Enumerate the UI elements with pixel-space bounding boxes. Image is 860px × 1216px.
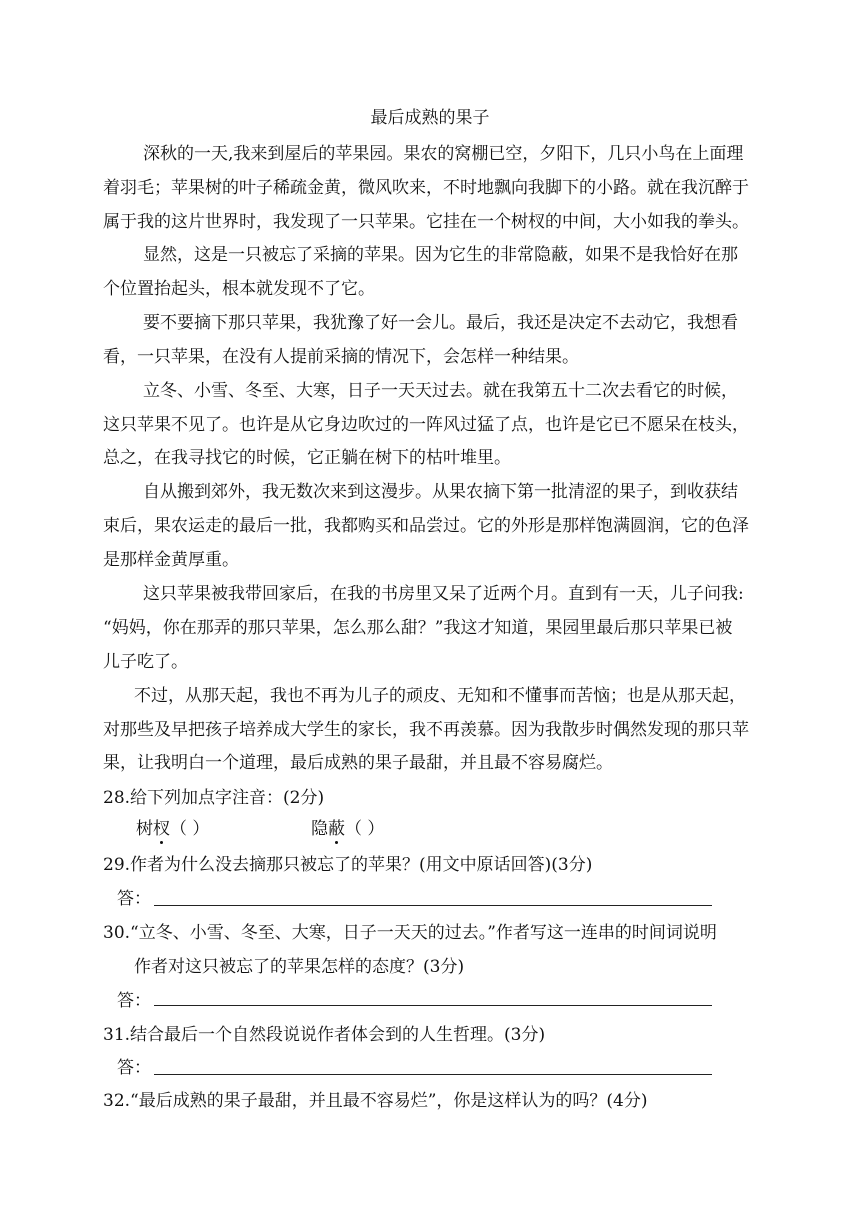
q31-answer-line[interactable] [154, 1074, 712, 1075]
q30-answer-label: 答： [117, 991, 151, 1011]
passage-line: 这只苹果不见了。也许是从它身边吹过的一阵风过猛了点，也许是它已不愿呆在枝头， [103, 415, 749, 435]
passage-line: 显然，这是一只被忘了采摘的苹果。因为它生的非常隐蔽，如果不是我恰好在那 [143, 245, 738, 265]
q31-answer-label: 答： [117, 1058, 151, 1078]
q30-answer-line[interactable] [154, 1005, 712, 1006]
passage-line: 总之，在我寻找它的时候，它正躺在树下的枯叶堆里。 [103, 448, 511, 468]
q28-item-1-blank[interactable]: （ ） [170, 819, 210, 839]
passage-line: 不过，从那天起，我也不再为儿子的顽皮、无知和不懂事而苦恼；也是从那天起， [134, 686, 746, 706]
q28-item-1-prefix: 树 [136, 819, 153, 839]
passage-line: 属于我的这片世界时，我发现了一只苹果。它挂在一个树杈的中间，大小如我的拳头。 [103, 212, 749, 232]
q28-item-2-blank[interactable]: （ ） [345, 819, 385, 839]
q28-item-2-dotted-char: 蔽 [328, 819, 345, 839]
passage-line: 个位置抬起头，根本就发现不了它。 [103, 279, 375, 299]
passage-line: 着羽毛；苹果树的叶子稀疏金黄，微风吹来，不时地飘向我脚下的小路。就在我沉醉于 [103, 178, 749, 198]
passage-line: 要不要摘下那只苹果，我犹豫了好一会儿。最后，我还是决定不去动它，我想看 [143, 313, 738, 333]
question-29: 29.作者为什么没去摘那只被忘了的苹果？(用文中原话回答)(3分) [103, 855, 593, 875]
passage-line: 儿子吃了。 [103, 652, 188, 672]
q28-item-2-prefix: 隐 [311, 819, 328, 839]
passage-line: 束后，果农运走的最后一批，我都购买和品尝过。它的外形是那样饱满圆润，它的色泽 [103, 516, 749, 536]
q29-answer-label: 答： [117, 889, 151, 909]
q28-item-2 [311, 818, 384, 840]
passage-line: 立冬、小雪、冬至、大寒，日子一天天过去。就在我第五十二次去看它的时候， [143, 381, 738, 401]
passage-line: 看，一只苹果，在没有人提前采摘的情况下，会怎样一种结果。 [103, 347, 579, 367]
q28-item-1 [136, 818, 209, 840]
passage-line: 对那些及早把孩子培养成大学生的家长，我不再羡慕。因为我散步时偶然发现的那只苹 [103, 720, 749, 740]
question-30-line-2: 作者对这只被忘了的苹果怎样的态度？(3分) [134, 957, 465, 977]
q28-item-1-dotted-char: 杈 [153, 819, 170, 839]
passage-line: “妈妈，你在那弄的那只苹果，怎么那么甜？”我这才知道，果园里最后那只苹果已被 [103, 618, 733, 638]
question-30-line-1: 30.“立冬、小雪、冬至、大寒，日子一天天的过去。”作者写这一连串的时间词说明 [103, 923, 717, 943]
passage-line: 果，让我明白一个道理，最后成熟的果子最甜，并且最不容易腐烂。 [103, 753, 613, 773]
q29-answer-line[interactable] [154, 905, 712, 906]
passage-line: 自从搬到郊外，我无数次来到这漫步。从果农摘下第一批清涩的果子，到收获结 [143, 482, 738, 502]
passage-line: 这只苹果被我带回家后，在我的书房里又呆了近两个月。直到有一天，儿子问我: [143, 584, 744, 604]
question-28: 28.给下列加点字注音：(2分) [103, 788, 325, 808]
passage-title: 最后成熟的果子 [370, 108, 490, 128]
passage-line: 深秋的一天,我来到屋后的苹果园。果农的窝棚已空，夕阳下，几只小鸟在上面理 [143, 144, 744, 164]
passage-line: 是那样金黄厚重。 [103, 550, 239, 570]
question-31: 31.结合最后一个自然段说说作者体会到的人生哲理。(3分) [103, 1025, 546, 1045]
question-32: 32.“最后成熟的果子最甜，并且最不容易烂”，你是这样认为的吗？(4分) [103, 1091, 648, 1111]
